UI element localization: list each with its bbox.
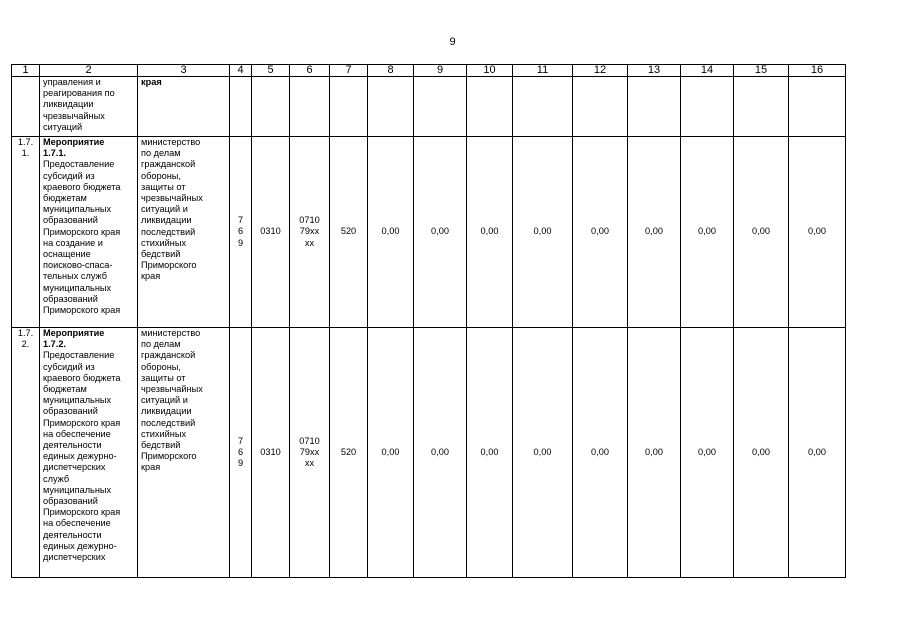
expense-type-cell: 520 <box>330 328 368 578</box>
ministry-code-cell <box>230 77 252 137</box>
description-line: деятельности <box>43 440 102 451</box>
executor-cell <box>138 328 230 578</box>
target-article-line: 0710 <box>299 435 320 446</box>
executor-line: ликвидации <box>141 215 192 226</box>
description-line: единых дежурно- <box>43 540 117 551</box>
header-cell: 9 <box>414 65 467 77</box>
target-article-cell <box>290 328 330 578</box>
table-row <box>12 77 846 137</box>
target-article-line: 79xx <box>299 446 320 457</box>
description-cell <box>40 137 138 328</box>
section-code-cell: 0310 <box>252 137 290 328</box>
target-article-line: 0710 <box>299 215 320 226</box>
description-line: субсидий из <box>43 361 95 372</box>
budget-table <box>11 64 846 578</box>
description-line: муниципальных <box>43 282 112 293</box>
row-number-line: 1.7. <box>17 137 34 147</box>
executor-line: министерство <box>141 137 201 147</box>
description-line: бюджетам <box>43 384 87 395</box>
row-number-line: 2. <box>21 339 30 350</box>
target-article-cell <box>290 77 330 137</box>
amount-cell: 0,00 <box>681 137 734 328</box>
executor-line: ситуаций и <box>141 204 188 215</box>
measure-title-line: 1.7.1. <box>43 148 66 159</box>
executor-line: стихийных <box>141 237 187 248</box>
column-number-header-row <box>12 65 846 77</box>
amount-cell <box>467 77 513 137</box>
ministry-code-digit: 9 <box>237 458 244 469</box>
description-line: на обеспечение <box>43 428 111 439</box>
executor-line: по делам <box>141 148 181 159</box>
description-line: Приморского края <box>43 305 121 316</box>
measure-title-line: 1.7.2. <box>43 339 66 350</box>
executor-line: гражданской <box>141 350 196 361</box>
header-cell: 16 <box>789 65 846 77</box>
amount-cell <box>573 77 628 137</box>
section-code-cell: 0310 <box>252 328 290 578</box>
amount-cell <box>681 77 734 137</box>
description-line: Приморского края <box>43 507 121 518</box>
description-line: управления и <box>43 77 101 87</box>
description-line: Приморского края <box>43 417 121 428</box>
executor-line: ликвидации <box>141 406 192 417</box>
executor-line: чрезвычайных <box>141 193 203 204</box>
amount-cell: 0,00 <box>789 137 846 328</box>
amount-cell: 0,00 <box>789 328 846 578</box>
header-cell: 8 <box>368 65 414 77</box>
description-line: тельных служб <box>43 271 108 282</box>
description-line: образований <box>43 215 98 226</box>
description-line: муниципальных <box>43 204 112 215</box>
description-line: краевого бюджета <box>43 372 121 383</box>
executor-line: края <box>141 462 161 473</box>
amount-cell <box>628 77 681 137</box>
ministry-code-digit: 6 <box>237 226 244 237</box>
header-cell: 6 <box>290 65 330 77</box>
target-article-line: 79xx <box>299 226 320 237</box>
amount-cell: 0,00 <box>628 137 681 328</box>
amount-cell <box>789 77 846 137</box>
executor-line: последствий <box>141 417 196 428</box>
amount-cell: 0,00 <box>734 328 789 578</box>
description-line: ситуаций <box>43 121 83 132</box>
header-cell: 13 <box>628 65 681 77</box>
amount-cell: 0,00 <box>414 328 467 578</box>
executor-line: обороны, <box>141 361 181 372</box>
page-number: 9 <box>449 36 456 48</box>
header-cell: 4 <box>230 65 252 77</box>
amount-cell: 0,00 <box>368 328 414 578</box>
executor-line: чрезвычайных <box>141 384 203 395</box>
ministry-code-digit: 6 <box>237 446 244 457</box>
table-row <box>12 328 846 578</box>
ministry-code-digit: 7 <box>237 215 244 226</box>
executor-line: гражданской <box>141 159 196 170</box>
executor-cell <box>138 137 230 328</box>
description-line: диспетчерских <box>43 462 106 473</box>
amount-cell: 0,00 <box>467 137 513 328</box>
amount-cell: 0,00 <box>734 137 789 328</box>
description-cell <box>40 328 138 578</box>
executor-line: ситуаций и <box>141 395 188 406</box>
description-line: чрезвычайных <box>43 110 105 121</box>
description-line: на создание и <box>43 237 103 248</box>
amount-cell: 0,00 <box>414 137 467 328</box>
executor-line: бедствий <box>141 249 181 260</box>
amount-cell: 0,00 <box>513 137 573 328</box>
description-line: Предоставление <box>43 350 115 361</box>
description-line: ликвидации <box>43 99 94 110</box>
section-code-cell <box>252 77 290 137</box>
header-cell: 15 <box>734 65 789 77</box>
description-line: поисково-спаса- <box>43 260 113 271</box>
header-cell: 5 <box>252 65 290 77</box>
description-line: бюджетам <box>43 193 87 204</box>
header-cell: 7 <box>330 65 368 77</box>
description-line: диспетчерских <box>43 552 106 563</box>
row-number-line: 1.7. <box>17 328 34 338</box>
amount-cell: 0,00 <box>513 328 573 578</box>
description-line: муниципальных <box>43 395 112 406</box>
amount-cell: 0,00 <box>573 137 628 328</box>
header-cell: 1 <box>12 65 40 77</box>
executor-line: последствий <box>141 226 196 237</box>
target-article-line: xx <box>304 458 315 469</box>
amount-cell: 0,00 <box>628 328 681 578</box>
description-line: образований <box>43 293 98 304</box>
measure-title-line: Мероприятие <box>43 137 105 147</box>
target-article-cell <box>290 137 330 328</box>
executor-line: Приморского <box>141 451 197 462</box>
row-number-cell <box>12 328 40 578</box>
header-cell: 3 <box>138 65 230 77</box>
row-number-line: 1. <box>21 148 30 159</box>
executor-line: края <box>141 271 161 282</box>
description-line: образований <box>43 406 98 417</box>
executor-line: Приморского <box>141 260 197 271</box>
executor-line: края <box>141 77 162 87</box>
amount-cell: 0,00 <box>467 328 513 578</box>
description-line: на обеспечение <box>43 518 111 529</box>
description-line: оснащение <box>43 249 91 260</box>
target-article-line: xx <box>304 237 315 248</box>
header-cell: 12 <box>573 65 628 77</box>
amount-cell <box>513 77 573 137</box>
executor-line: бедствий <box>141 440 181 451</box>
header-cell: 14 <box>681 65 734 77</box>
amount-cell: 0,00 <box>368 137 414 328</box>
description-line: деятельности <box>43 529 102 540</box>
description-line: служб <box>43 473 70 484</box>
executor-line: защиты от <box>141 372 186 383</box>
description-line: Приморского края <box>43 226 121 237</box>
description-line: краевого бюджета <box>43 181 121 192</box>
expense-type-cell <box>330 77 368 137</box>
description-line: муниципальных <box>43 484 112 495</box>
executor-line: по делам <box>141 339 181 350</box>
table-body <box>12 77 846 578</box>
executor-line: защиты от <box>141 181 186 192</box>
row-number-cell <box>12 137 40 328</box>
ministry-code-digit: 9 <box>237 237 244 248</box>
amount-cell <box>734 77 789 137</box>
executor-cell <box>138 77 230 137</box>
description-cell <box>40 77 138 137</box>
header-cell: 10 <box>467 65 513 77</box>
executor-line: обороны, <box>141 170 181 181</box>
header-cell: 11 <box>513 65 573 77</box>
executor-line: стихийных <box>141 428 187 439</box>
amount-cell: 0,00 <box>681 328 734 578</box>
ministry-code-cell <box>230 137 252 328</box>
amount-cell <box>368 77 414 137</box>
expense-type-cell: 520 <box>330 137 368 328</box>
measure-title-line: Мероприятие <box>43 328 105 338</box>
executor-line: министерство <box>141 328 201 338</box>
table-row <box>12 137 846 328</box>
ministry-code-digit: 7 <box>237 435 244 446</box>
description-line: единых дежурно- <box>43 451 117 462</box>
ministry-code-cell <box>230 328 252 578</box>
row-number-cell <box>12 77 40 137</box>
header-cell: 2 <box>40 65 138 77</box>
description-line: образований <box>43 496 98 507</box>
description-line: реагирования по <box>43 88 115 99</box>
description-line: субсидий из <box>43 170 95 181</box>
amount-cell: 0,00 <box>573 328 628 578</box>
description-line: Предоставление <box>43 159 115 170</box>
amount-cell <box>414 77 467 137</box>
